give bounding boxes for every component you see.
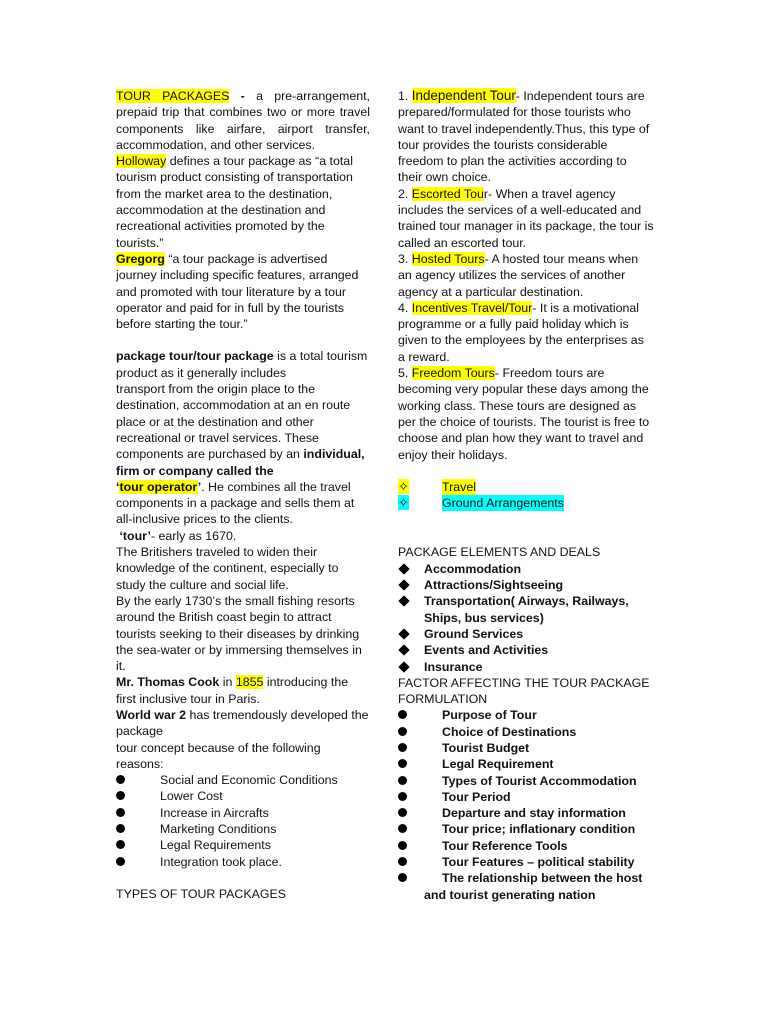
- tour-origin: ‘tour’- early as 1670.: [119, 528, 237, 543]
- bullet-icon: [398, 759, 407, 768]
- diamond-icon: [398, 563, 409, 574]
- list-item: Insurance: [398, 659, 654, 675]
- diamond-icon: [398, 628, 409, 639]
- bullet-icon: [116, 791, 125, 800]
- list-item: Tour price; inflationary condition: [398, 821, 654, 837]
- bullet-icon: [398, 743, 407, 752]
- type-name: Hosted Tours: [411, 251, 485, 266]
- list-item: Attractions/Sightseeing: [398, 577, 654, 593]
- list-item: Integration took place.: [116, 854, 370, 870]
- bullet-icon: [398, 727, 407, 736]
- list-item: Legal Requirement: [398, 756, 654, 772]
- list-item: Types of Tourist Accommodation: [398, 773, 654, 789]
- term-tour-packages: TOUR PACKAGES: [116, 89, 230, 103]
- bullet-icon: [398, 792, 407, 801]
- fishing-resorts-paragraph: By the early 1730’s the small fishing resorts around the British coast begin to attract tourists seeking to their diseases by drinking the sea-water or by immersing themselves in it.: [116, 593, 362, 674]
- factor-heading: FACTOR AFFECTING THE TOUR PACKAGE FORMULATION: [398, 675, 650, 707]
- bullet-icon: [398, 841, 407, 850]
- term-gregorg: Gregorg: [116, 251, 165, 266]
- diamond-icon: [398, 579, 409, 590]
- list-item: Tour Period: [398, 789, 654, 805]
- list-item: ✧ Ground Arrangements: [398, 495, 564, 511]
- type-name: Freedom Tours: [411, 366, 495, 381]
- bullet-icon: [398, 824, 407, 833]
- left-column: [116, 88, 370, 902]
- reasons-list: [116, 772, 370, 870]
- term-package-tour: package tour/tour package: [116, 349, 274, 364]
- britishers-paragraph: The Britishers traveled to widen their knowledge of the continent, especially to study the culture and social life.: [116, 545, 339, 592]
- term-holloway: Holloway: [116, 154, 167, 169]
- diamond-icon: [398, 596, 409, 607]
- package-tour-paragraph: package tour/tour package is a total tourism product as it generally includes transport from the origin place to the destination, accommodation at an en route place or at the destination and other recreational or travel services. These components are purchased by an individual, firm or company called the ‘tour operator’. He combines all the travel components in a package and sells them at all-inclusive prices to the clients.: [116, 349, 368, 527]
- gregorg-definition: Gregorg “a tour package is advertised journey including specific features, arranged and promoted with tour literature by a tour operator and paid for in full by the tourists before starting the tour.”: [116, 251, 359, 332]
- list-item: ✧ Travel: [398, 478, 476, 494]
- list-item: Increase in Aircrafts: [116, 805, 370, 821]
- year-1855: 1855: [235, 675, 264, 690]
- list-item: Choice of Destinations: [398, 724, 654, 740]
- type-name: Incentives Travel/Tour: [411, 300, 533, 315]
- term-tour-operator: tour operator: [119, 479, 198, 494]
- list-item: Departure and stay information: [398, 805, 654, 821]
- bullet-icon: [116, 857, 125, 866]
- list-item: Social and Economic Conditions: [116, 772, 370, 788]
- diamond-icon: [398, 645, 409, 656]
- type-item: 3. Hosted Tours- A hosted tour means when an agency utilizes the services of another agency at a particular destination.: [398, 251, 639, 299]
- elements-list: [398, 561, 654, 675]
- type-item: 2. Escorted Tour- When a travel agency includes the services of a well-educated and trained tour manager in its package, the tour is called an escorted tour.: [398, 186, 654, 250]
- bullet-icon: [116, 808, 125, 817]
- world-war-paragraph: World war 2 has tremendously developed the package tour concept because of the following reasons:: [116, 707, 369, 771]
- bullet-icon: [398, 857, 407, 866]
- star-icon: ✧: [398, 495, 409, 511]
- elements-heading: PACKAGE ELEMENTS AND DEALS: [398, 545, 601, 560]
- term-tour: ‘tour’: [119, 528, 151, 543]
- factor-last-continuation: and tourist generating nation: [424, 887, 596, 902]
- diamond-icon: [398, 661, 409, 672]
- type-item: 1. Independent Tour- Independent tours are prepared/formulated for those tourists who want to travel independently.Thus, this type of tour provides the tourists considerable freedom to plan the activities according to their own choice.: [398, 88, 650, 185]
- list-item: Ground Services: [398, 626, 654, 642]
- type-item: 5. Freedom Tours- Freedom tours are becoming very popular these days among the working class. These tours are designed as per the choice of tourists. The tourist is free to choose and plan how they want to travel and enjoy their holidays.: [398, 366, 650, 462]
- type-item: 4. Incentives Travel/Tour- It is a motivational programme or a fully paid holiday which is given to the employees by the enterprises as a reward.: [398, 300, 644, 364]
- list-item: Transportation( Airways, Railways, Ships, bus services): [398, 593, 654, 626]
- list-item: Legal Requirements: [116, 837, 370, 853]
- list-item: The relationship between the host: [398, 870, 654, 886]
- list-item: Purpose of Tour: [398, 707, 654, 723]
- list-item: Events and Activities: [398, 642, 654, 658]
- type-name: Independent Tour: [411, 88, 516, 103]
- holloway-definition: Holloway defines a tour package as “a total tourism product consisting of transportation from the market area to the destination, accommodation at the destination and recreational activities promoted by the tourists.”: [116, 154, 353, 250]
- star-icon: ✧: [398, 478, 409, 494]
- list-item: Tour Reference Tools: [398, 838, 654, 854]
- bullet-icon: [398, 873, 407, 882]
- thomas-cook-paragraph: Mr. Thomas Cook in 1855 introducing the first inclusive tour in Paris.: [116, 675, 349, 706]
- list-item: Accommodation: [398, 561, 654, 577]
- type-name: Escorted Tou: [411, 186, 484, 201]
- bullet-icon: [116, 824, 125, 833]
- list-item: Lower Cost: [116, 788, 370, 804]
- right-column: [398, 88, 654, 903]
- list-item: Tourist Budget: [398, 740, 654, 756]
- types-heading: TYPES OF TOUR PACKAGES: [116, 886, 287, 901]
- bullet-icon: [398, 808, 407, 817]
- factors-list: [398, 707, 654, 886]
- tour-packages-definition: TOUR PACKAGES - a pre-arrangement, prepaid trip that combines two or more travel components like airfare, airport transfer, accommodation, and other services.: [116, 89, 370, 152]
- bullet-icon: [116, 775, 125, 784]
- bullet-icon: [398, 710, 407, 719]
- bullet-icon: [398, 776, 407, 785]
- star-list: [398, 479, 654, 512]
- list-item: Tour Features – political stability: [398, 854, 654, 870]
- bullet-icon: [116, 840, 125, 849]
- list-item: Marketing Conditions: [116, 821, 370, 837]
